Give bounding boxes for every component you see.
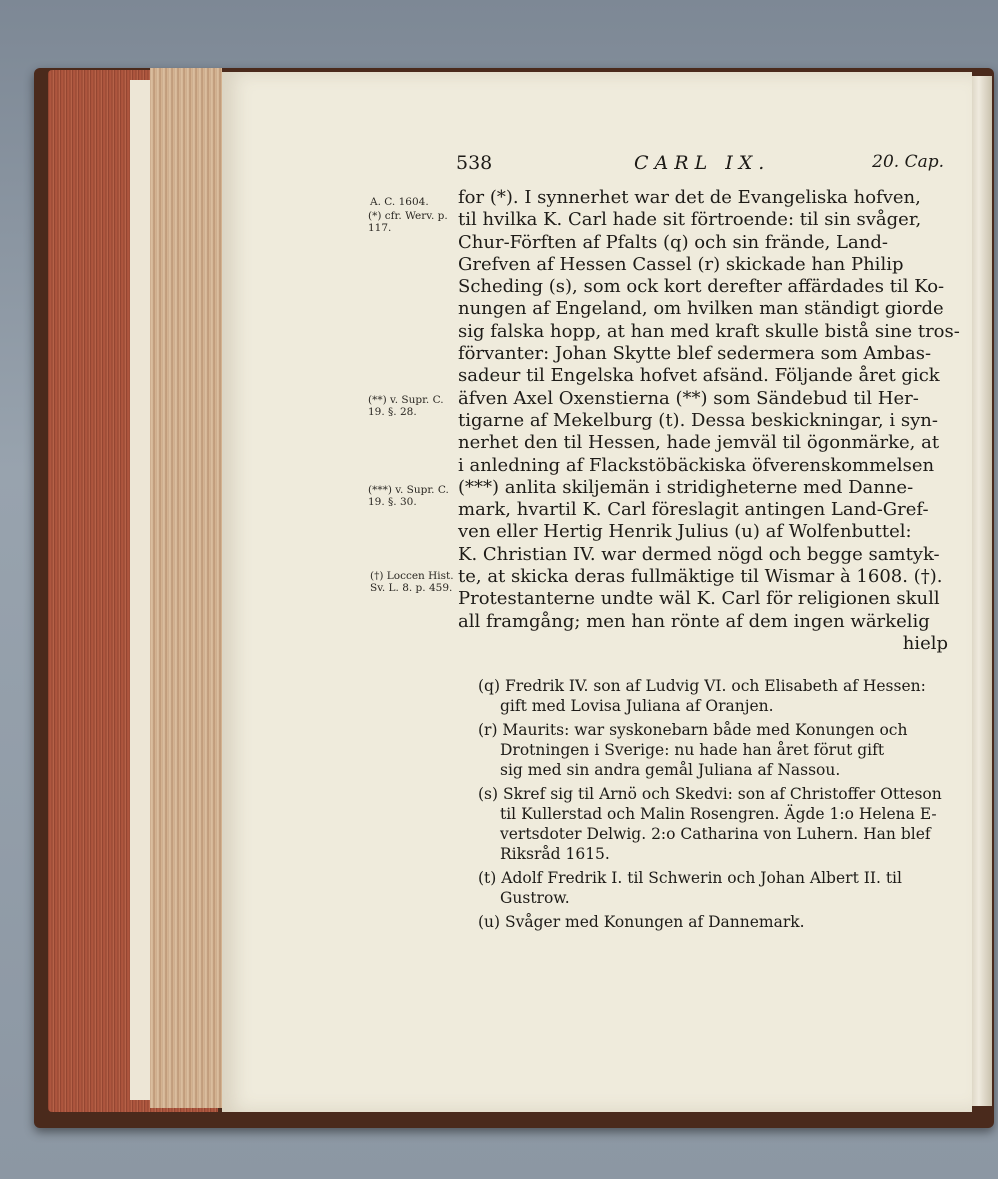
footnote-line: (s) Skref sig til Arnö och Skedvi: son af Christoffer Otteson: [478, 785, 942, 803]
footnotes: [478, 676, 948, 936]
page-block-inner-edge: [150, 68, 222, 1108]
facing-page-edge: [970, 76, 992, 1106]
running-head: [450, 152, 950, 178]
body-line: for (*). I synnerhet war det de Evangeliska hofven,: [458, 187, 921, 208]
margin-note-supr-30: (***) v. Supr. C. 19. §. 30.: [368, 484, 449, 508]
footnote-t: [478, 868, 948, 908]
body-line: nungen af Engeland, om hvilken man ständigt giorde: [458, 298, 944, 320]
footnote-line: (u) Svåger med Konungen af Dannemark.: [478, 913, 805, 931]
footnote-line: vertsdoter Delwig. 2:o Catharina von Luhern. Han blef: [500, 825, 931, 843]
body-line: Scheding (s), som ock kort derefter affärdades til Ko-: [458, 276, 945, 298]
margin-note-year: A. C. 1604.: [370, 196, 429, 208]
body-line: i anledning af Flackstöbäckiska öfverenskommelsen: [458, 454, 935, 476]
footnote-line: (t) Adolf Fredrik I. til Schwerin och Johan Albert II. til: [478, 869, 902, 887]
footnote-line: gift med Lovisa Juliana af Oranjen.: [500, 697, 774, 715]
body-line: (***) anlita skiljemän i stridigheterne med Danne-: [458, 476, 914, 498]
footnote-line: (r) Maurits: war syskonebarn både med Konungen och: [478, 721, 908, 739]
footnote-line: sig med sin andra gemål Juliana af Nassou.: [500, 761, 841, 779]
footnote-line: (q) Fredrik IV. son af Ludvig VI. och Elisabeth af Hessen:: [478, 677, 926, 695]
running-title: CARL IX.: [634, 152, 771, 174]
body-line: K. Christian IV. war dermed nögd och begge samtyk-: [458, 543, 940, 565]
body-line: äfven Axel Oxenstierna (**) som Sändebud til Her-: [458, 387, 919, 409]
page-edge-strip: [130, 80, 150, 1100]
chapter-label: 20. Cap.: [872, 152, 944, 172]
body-line: Grefven af Hessen Cassel (r) skickade han Philip: [458, 253, 904, 275]
footnote-line: Gustrow.: [500, 889, 570, 907]
body-line: Protestanterne undte wäl K. Carl för religionen skull: [458, 588, 940, 610]
body-line: til hvilka K. Carl hade sit förtroende: til sin svåger,: [458, 209, 922, 231]
body-line: nerhet den til Hessen, hade jemväl til ögonmärke, at: [458, 432, 940, 454]
body-line: all framgång; men han rönte af dem ingen wärkelig: [458, 610, 930, 632]
body-line: sadeur til Engelska hofvet afsänd. Följande året gick: [458, 365, 940, 387]
body-text: [458, 187, 960, 655]
body-line-catchword: hielp: [902, 632, 948, 654]
body-line: mark, hvartil K. Carl föreslagit antingen Land-Gref-: [458, 499, 929, 521]
body-line: te, at skicka deras fullmäktige til Wismar à 1608. (†).: [458, 566, 943, 588]
footnote-line: Riksråd 1615.: [500, 845, 610, 863]
body-line: förvanter: Johan Skytte blef sedermera som Ambas-: [458, 343, 932, 365]
footnote-r: [478, 720, 948, 780]
page-number: 538: [456, 152, 493, 174]
footnote-s: [478, 784, 948, 864]
body-line: ven eller Hertig Henrik Julius (u) af Wolfenbuttel:: [458, 521, 912, 543]
footnote-q: [478, 676, 948, 716]
margin-note-werv: (*) cfr. Werv. p. 117.: [368, 210, 448, 234]
body-line: tigarne af Mekelburg (t). Dessa beskickningar, i syn-: [458, 409, 938, 431]
footnote-line: til Kullerstad och Malin Rosengren. Ägde 1:o Helena E-: [500, 805, 937, 823]
body-line: Chur-Förften af Pfalts (q) och sin frände, Land-: [458, 231, 888, 253]
margin-note-supr-28: (**) v. Supr. C. 19. §. 28.: [368, 394, 444, 418]
footnote-u: [478, 912, 948, 932]
body-line: sig falska hopp, at han med kraft skulle bistå sine tros-: [458, 320, 960, 342]
margin-note-loccen: (†) Loccen Hist. Sv. L. 8. p. 459.: [370, 570, 454, 594]
footnote-line: Drotningen i Sverige: nu hade han året förut gift: [500, 741, 885, 759]
